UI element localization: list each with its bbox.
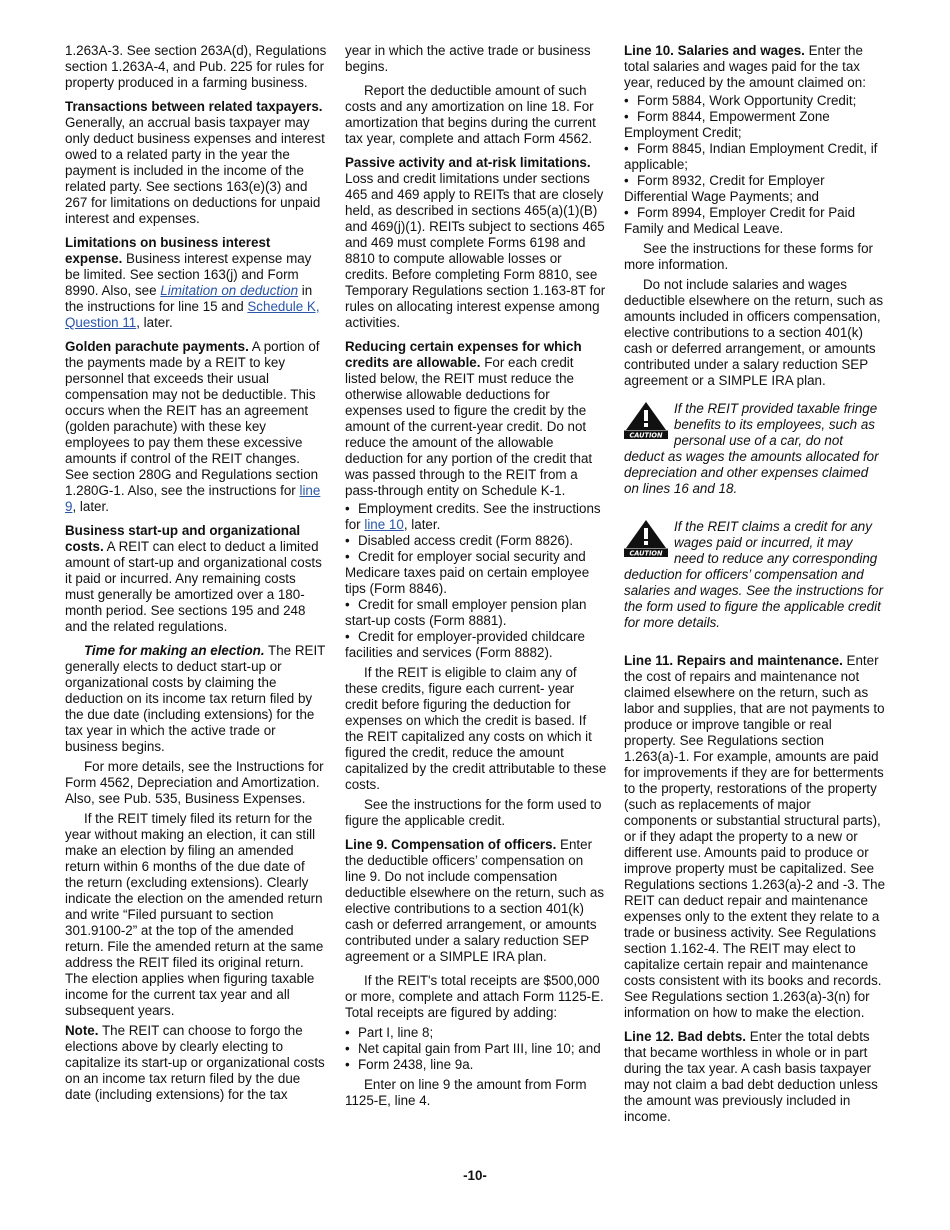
paragraph-eligible: If the REIT is eligible to claim any of these credits, figure each current- year credit before figuring the deduction for expenses on which the credit is based. If the REIT capitalized any costs on which it figured the credit, reduce the amount capitalized by the credit attributable to these costs. <box>345 665 607 792</box>
bullet-icon: • <box>345 549 350 564</box>
receipts-list <box>345 1025 607 1073</box>
list-item: • Form 5884, Work Opportunity Credit; <box>624 93 857 108</box>
section-related-taxpayers: Transactions between related taxpayers. Generally, an accrual basis taxpayer may only deduct business expenses and interest owed to a related party in the year the payment is included in the income of the related party. See sections 163(e)(3) and 267 for limitations on deductions for unpaid interest and expenses. <box>65 99 325 226</box>
paragraph-total-receipts: If the REIT's total receipts are $500,000 or more, complete and attach Form 1125-E. Total receipts are figured by adding: <box>345 973 604 1020</box>
heading-startup-costs: Business start-up and organizational costs. <box>65 523 301 554</box>
caution-box-fringe <box>624 401 886 497</box>
link-line-9[interactable]: line 9 <box>65 483 321 514</box>
section-time-election: Time for making an election. The REIT generally elects to deduct start-up or organizational costs by claiming the deduction on its income tax return filed by the due date (including extensions) for the tax year in which the active trade or business begins. <box>65 643 326 754</box>
svg-text:CAUTION: CAUTION <box>629 431 663 439</box>
svg-text:CAUTION: CAUTION <box>629 549 663 557</box>
paragraph-see-form: See the instructions for the form used to figure the applicable credit. <box>345 797 602 828</box>
list-item: • Form 8844, Empowerment Zone Employment Credit; <box>624 109 830 140</box>
heading-line-12: Line 12. Bad debts. <box>624 1029 747 1044</box>
paragraph-do-not-include: Do not include salaries and wages deductible elsewhere on the return, such as amounts included in officers compensation, elective contributions to a section 401(k) cash or deferred arrangement, or amounts contributed under a salary reduction SEP agreement or a SIMPLE IRA plan. <box>624 277 884 388</box>
list-item: • Form 2438, line 9a. <box>345 1057 474 1072</box>
caution-text-credit: If the REIT claims a credit for any wages paid or incurred, it may need to reduce any corresponding deduction for officers’ compensation and salaries and wages. See the instructions for the form used to figure the applicable credit for more details. <box>624 519 884 630</box>
section-business-interest: Limitations on business interest expense. Business interest expense may be limited. See section 163(j) and Form 8990. Also, see Limitation on deduction in the instructions for line 15 and Schedule K, Question 11, later. <box>65 235 320 330</box>
caution-text-fringe: If the REIT provided taxable fringe benefits to its employees, such as personal use of a car, do not deduct as wages the amounts allocated for depreciation and other expenses claimed on lines 16 and 18. <box>624 401 879 496</box>
list-item: • Credit for employer social security and Medicare taxes paid on certain employee tips (Form 8846). <box>345 549 590 596</box>
caution-box-credit <box>624 519 886 631</box>
forms-list <box>624 93 886 237</box>
bullet-icon: • <box>624 109 629 124</box>
bullet-icon: • <box>345 597 350 612</box>
paragraph-see-instructions: See the instructions for these forms for more information. <box>624 241 873 272</box>
list-item: • Employment credits. See the instructions for line 10, later. <box>345 501 601 532</box>
section-golden-parachute: Golden parachute payments. A portion of the payments made by a REIT to key personnel that exceeds their usual compensation may not be deductible. This occurs when the REIT has an agreement (golden parachute) with these key employees to pay them these excessive amounts if control of the REIT changes. See section 280G and Regulations section 1.280G-1. Also, see the instructions for line 9, later. <box>65 339 321 514</box>
link-limitation-on-deduction[interactable]: Limitation on deduction <box>160 283 299 298</box>
heading-time-election: Time for making an election. <box>84 643 265 658</box>
link-schedule-k-question-11[interactable]: Schedule K, Question 11 <box>65 299 320 330</box>
heading-related-taxpayers: Transactions between related taxpayers. <box>65 99 323 114</box>
paragraph-more-details: For more details, see the Instructions for Form 4562, Depreciation and Amortization. Also, see Pub. 535, Business Expenses. <box>65 759 324 806</box>
paragraph-report: Report the deductible amount of such costs and any amortization on line 18. For amortization that begins during the current tax year, complete and attach Form 4562. <box>345 83 596 146</box>
list-item: • Credit for employer-provided childcare facilities and services (Form 8882). <box>345 629 585 660</box>
bullet-icon: • <box>345 1057 350 1072</box>
heading-line-9: Line 9. Compensation of officers. <box>345 837 557 852</box>
bullet-icon: • <box>624 141 629 156</box>
list-item: • Disabled access credit (Form 8826). <box>345 533 574 548</box>
heading-note: Note. <box>65 1023 99 1038</box>
credits-list <box>345 501 607 661</box>
caution-icon <box>624 401 668 439</box>
list-item: • Form 8932, Credit for Employer Differential Wage Payments; and <box>624 173 825 204</box>
section-line-12: Line 12. Bad debts. Enter the total debts that became worthless in whole or in part during the tax year. A cash basis taxpayer may not claim a bad debt deduction unless the amount was previously included in income. <box>624 1029 878 1124</box>
bullet-icon: • <box>345 629 350 644</box>
section-line-10: Line 10. Salaries and wages. Enter the total salaries and wages paid for the tax year, reduced by the amount claimed on: <box>624 43 866 90</box>
bullet-icon: • <box>345 533 350 548</box>
list-item: • Net capital gain from Part III, line 10; and <box>345 1041 601 1056</box>
list-item: • Credit for small employer pension plan start-up costs (Form 8881). <box>345 597 587 628</box>
heading-business-interest: Limitations on business interest expense. <box>65 235 271 266</box>
section-line-9: Line 9. Compensation of officers. Enter the deductible officers’ compensation on line 9. Do not include compensation deductible elsewhere on the return, such as elective contributions to a section 401(k) cash or deferred arrangement, or amounts contributed under a salary reduction SEP agreement or a SIMPLE IRA plan. <box>345 837 605 964</box>
bullet-icon: • <box>345 1041 350 1056</box>
paragraph-continued: year in which the active trade or business begins. <box>345 43 591 74</box>
heading-passive-activity: Passive activity and at-risk limitations. <box>345 155 591 170</box>
column-3 <box>624 43 886 1133</box>
section-passive-activity: Passive activity and at-risk limitations. Loss and credit limitations under sections 465 and 469 apply to REITs that are closely held, as described in sections 465(a)(1)(B) and 469(j)(1). REITs subject to sections 465 and 469 must complete Forms 6198 and 8810 to compute allowable losses or credits. Before completing Form 8810, see Temporary Regulations section 1.163-8T for rules on allocating interest expense among activities. <box>345 155 606 330</box>
bullet-icon: • <box>624 205 629 220</box>
section-line-11: Line 11. Repairs and maintenance. Enter the cost of repairs and maintenance not claimed elsewhere on the return, such as labor and supplies, that are not payments to produce or improve tangible or real property. See Regulations section 1.263(a)-1. For example, amounts are paid for improvements if they are for betterments to the property, restorations of the property (such as replacements of major components or substantial structural parts), or if they adapt the property to a new or different use. Amounts paid to produce or improve property must be capitalized. See Regulations sections 1.263(a)-2 and -3. The REIT can deduct repair and maintenance expenses only to the extent they relate to a trade or business activity. See Regulations section 1.162-4. The REIT may elect to capitalize certain repair and maintenance costs consistent with its books and records. See Regulations section 1.263(a)-3(n) for information on how to make the election. <box>624 653 886 1020</box>
section-startup-costs: Business start-up and organizational costs. A REIT can elect to deduct a limited amount of start-up and organizational costs it paid or incurred. Any remaining costs must generally be amortized over a 180-month period. See sections 195 and 248 and the related regulations. <box>65 523 322 634</box>
list-item: • Form 8994, Employer Credit for Paid Family and Medical Leave. <box>624 205 856 236</box>
paragraph-enter-line-9: Enter on line 9 the amount from Form 1125-E, line 4. <box>345 1077 587 1108</box>
heading-line-11: Line 11. Repairs and maintenance. <box>624 653 843 668</box>
paragraph-intro: 1.263A-3. See section 263A(d), Regulations section 1.263A-4, and Pub. 225 for rules for property produced in a farming business. <box>65 43 327 90</box>
bullet-icon: • <box>345 1025 350 1040</box>
caution-icon <box>624 519 668 557</box>
bullet-icon: • <box>345 501 350 516</box>
paragraph-timely-filed: If the REIT timely filed its return for the year without making an election, it can still make an election by filing an amended return within 6 months of the due date of the return (excluding extensions). Clearly indicate the election on the amended return and write “Filed pursuant to section 301.9100-2” at the top of the amended return. File the amended return at the same address the REIT filed its original return. The election applies when figuring taxable income for the current tax year and all subsequent years. <box>65 811 324 1018</box>
list-item: • Part I, line 8; <box>345 1025 434 1040</box>
section-reducing-expenses: Reducing certain expenses for which credits are allowable. For each credit listed below, the REIT must reduce the otherwise allowable deductions for expenses used to figure the credit by the amount of the current-year credit. Do not reduce the amount of the allowable deduction for any portion of the credit that was passed through to the REIT from a pass-through entity on Schedule K-1. <box>345 339 593 498</box>
link-line-10[interactable]: line 10 <box>364 517 404 532</box>
heading-line-10: Line 10. Salaries and wages. <box>624 43 805 58</box>
heading-golden-parachute: Golden parachute payments. <box>65 339 249 354</box>
section-note: Note. The REIT can choose to forgo the elections above by clearly electing to capitalize its start-up or organizational costs on an income tax return filed by the due date (including extensions) for the tax <box>65 1023 325 1102</box>
bullet-icon: • <box>624 173 629 188</box>
page-number: -10- <box>463 1168 487 1183</box>
column-1 <box>65 43 327 1111</box>
heading-reducing-expenses: Reducing certain expenses for which credits are allowable. <box>345 339 582 370</box>
column-2 <box>345 43 607 1113</box>
bullet-icon: • <box>624 93 629 108</box>
list-item: • Form 8845, Indian Employment Credit, if applicable; <box>624 141 878 172</box>
